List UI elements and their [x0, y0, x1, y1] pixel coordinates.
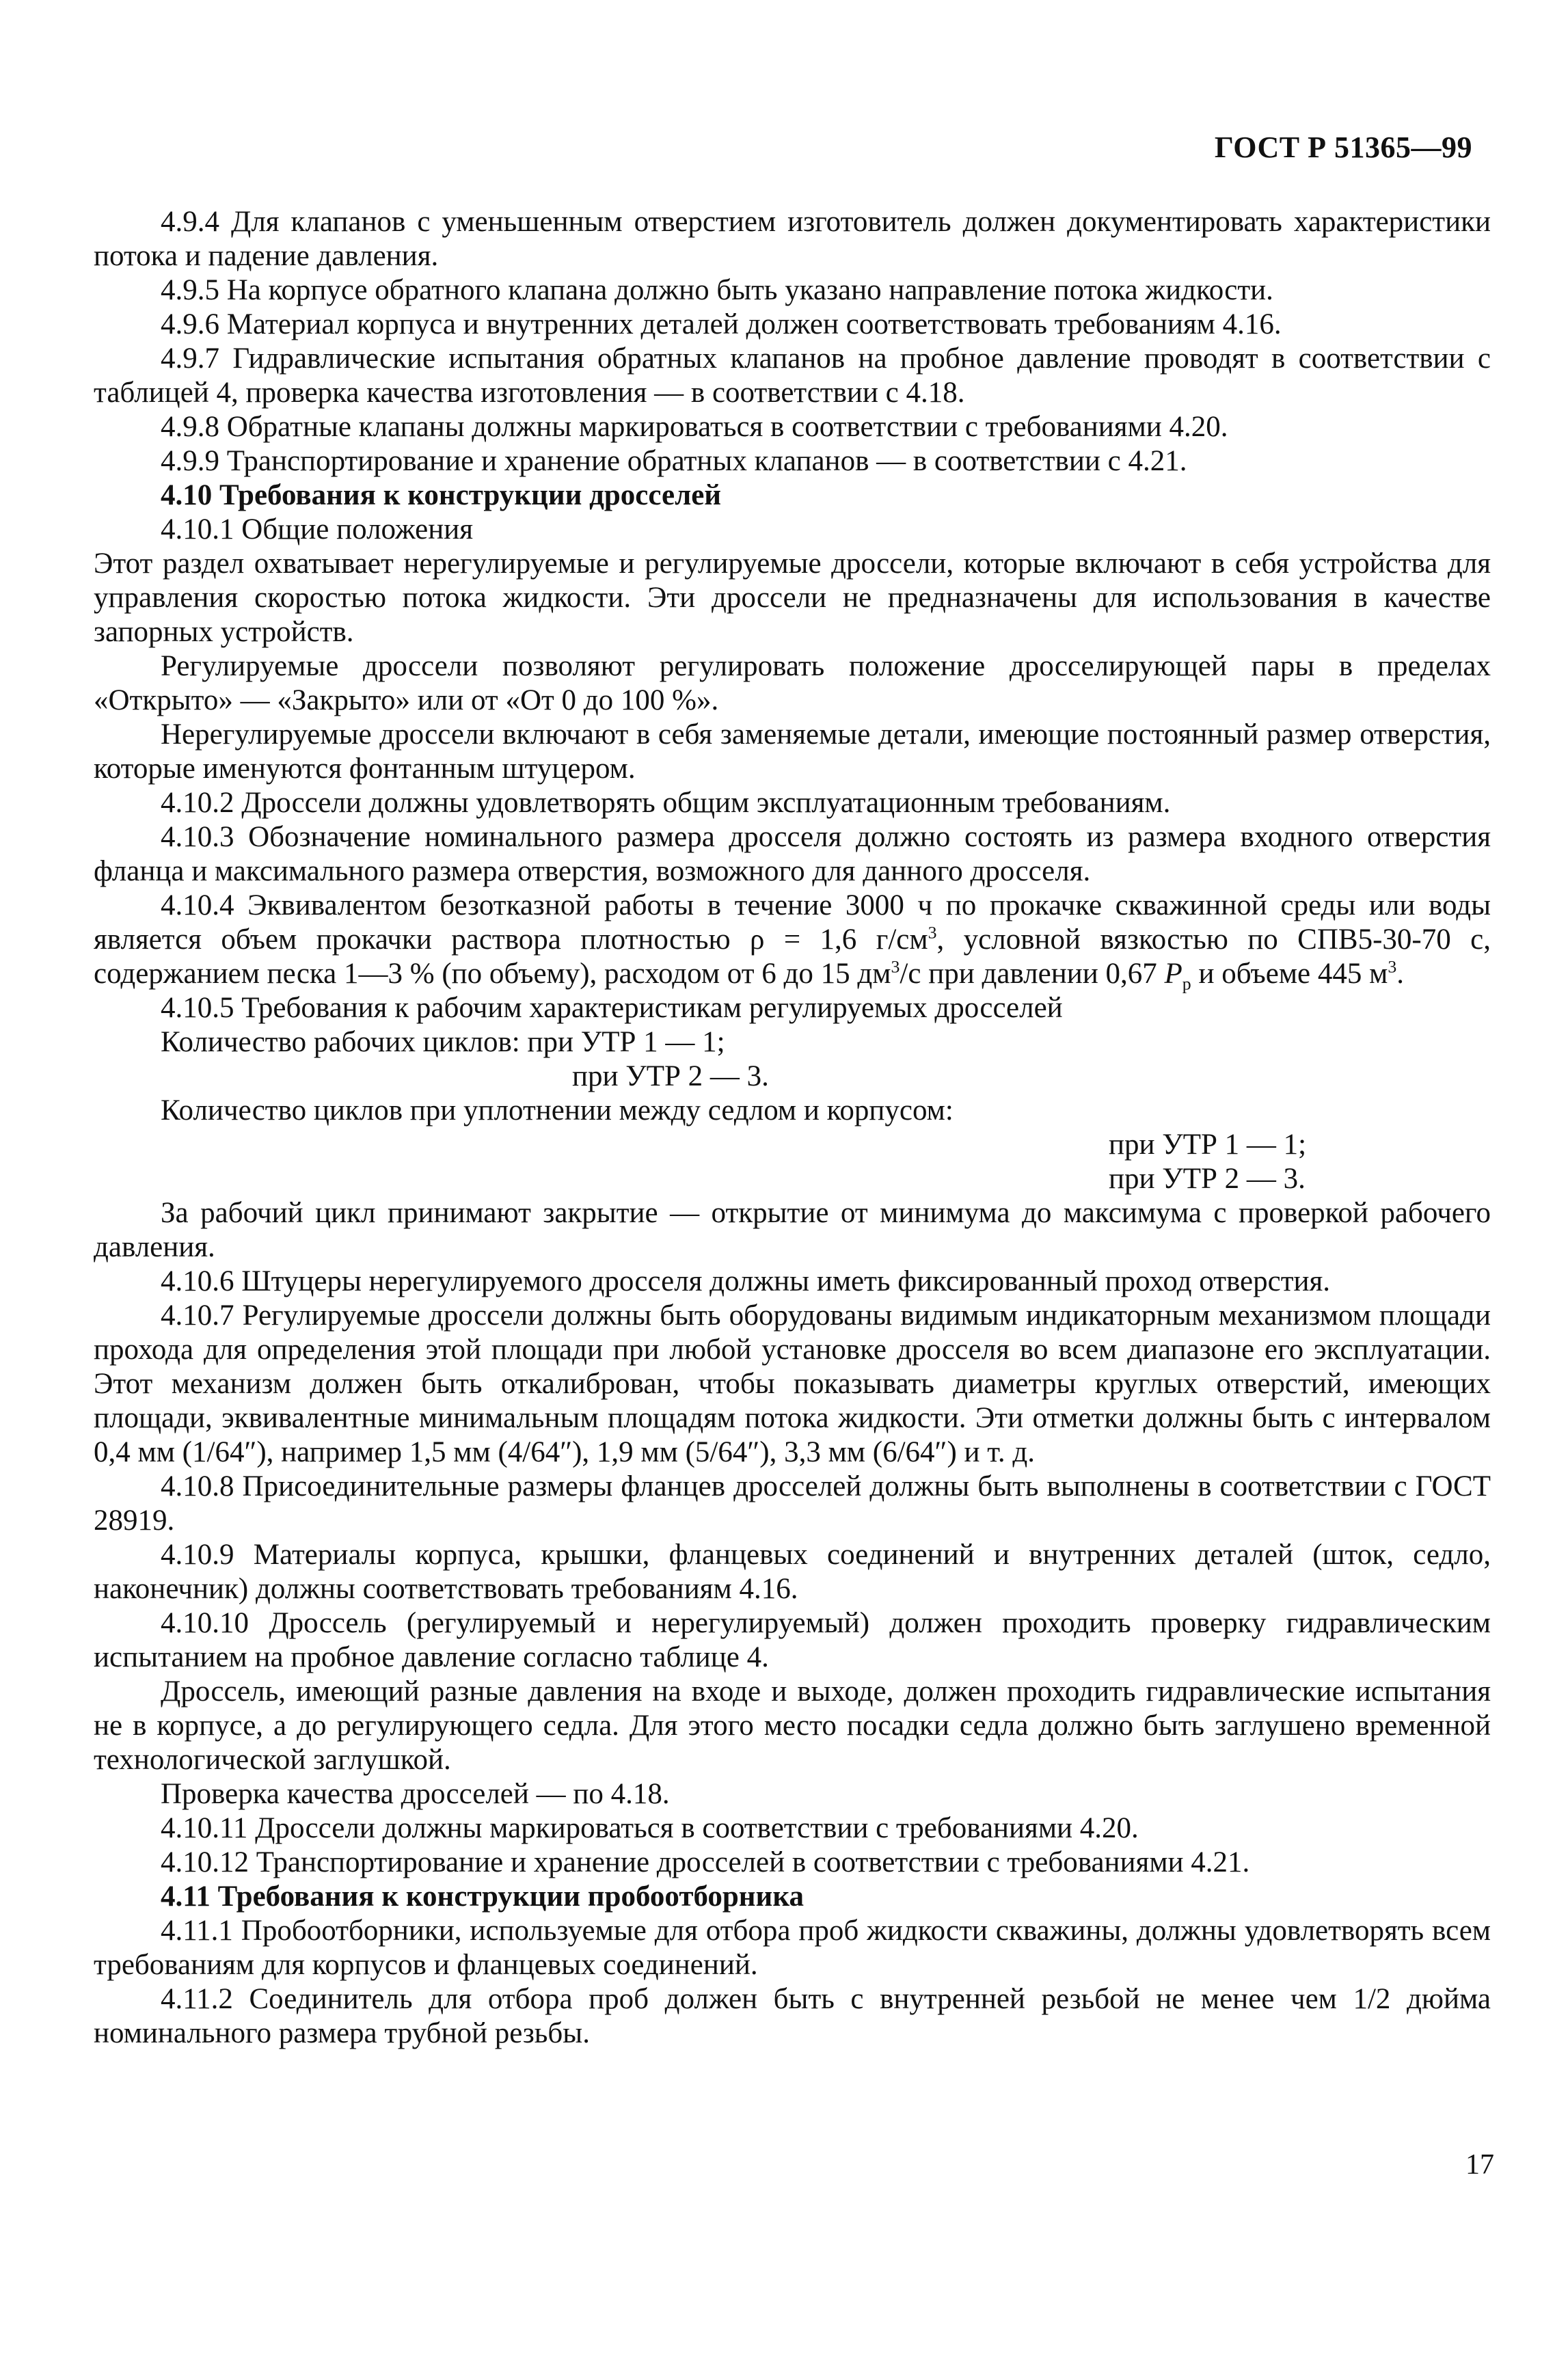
paragraph: 4.11.2 Соединитель для отбора проб должен быть с внутренней резьбой не менее чем 1/2 дюйма номинального размера трубной резьбы. — [94, 1983, 1491, 2049]
pressure-symbol: P — [1164, 958, 1182, 990]
superscript: 3 — [891, 956, 900, 977]
paragraph: 4.10.9 Материалы корпуса, крышки, фланцевых соединений и внутренних деталей (шток, седло, наконечник) должны соответствовать требованиям 4.16. — [94, 1539, 1491, 1605]
paragraph: 4.10.12 Транспортирование и хранение дросселей в соответствии с требованиями 4.21. — [161, 1846, 1250, 1878]
document-code: ГОСТ Р 51365—99 — [1214, 131, 1472, 164]
text-run: и объеме 445 м — [1191, 958, 1388, 990]
text-run: 4.10.4 Эквивалентом безотказной работы в течение 3000 ч по прокачке скважинной среды или воды является объем прокачки раствора плотностью ρ = 1,6 г/см — [94, 889, 1491, 956]
document-body — [94, 205, 1491, 2051]
paragraph: Проверка качества дросселей — по 4.18. — [161, 1778, 670, 1810]
paragraph: 4.10.10 Дроссель (регулируемый и нерегулируемый) должен проходить проверку гидравлическим испытанием на пробное давление согласно таблице 4. — [94, 1607, 1491, 1673]
paragraph: Этот раздел охватывает нерегулируемые и регулируемые дроссели, которые включают в себя устройства для управления скоростью потока жидкости. Эти дроссели не предназначены для использования в качестве запорных устройств. — [94, 548, 1491, 648]
paragraph: 4.9.9 Транспортирование и хранение обратных клапанов — в соответствии с 4.21. — [161, 445, 1187, 477]
cycle-line: при УТР 1 — 1; — [1109, 1129, 1307, 1161]
cycle-line: при УТР 2 — 3. — [572, 1060, 769, 1092]
subscript: р — [1182, 973, 1191, 994]
paragraph: Дроссель, имеющий разные давления на входе и выходе, должен проходить гидравлические испытания не в корпусе, а до регулирующего седла. Для этого место посадки седла должно быть заглушено временной технологической заглушкой. — [94, 1675, 1491, 1776]
paragraph: 4.10.11 Дроссели должны маркироваться в соответствии с требованиями 4.20. — [161, 1812, 1139, 1844]
section-heading: 4.11 Требования к конструкции пробоотборника — [161, 1880, 804, 1913]
paragraph: 4.10.5 Требования к рабочим характеристикам регулируемых дросселей — [161, 992, 1063, 1024]
superscript: 3 — [928, 922, 937, 943]
paragraph: 4.9.6 Материал корпуса и внутренних деталей должен соответствовать требованиям 4.16. — [161, 308, 1282, 340]
subsection-heading: 4.10.1 Общие положения — [161, 513, 474, 545]
paragraph: 4.9.5 На корпусе обратного клапана должно быть указано направление потока жидкости. — [161, 274, 1273, 306]
paragraph: 4.10.6 Штуцеры нерегулируемого дросселя должны иметь фиксированный проход отверстия. — [161, 1265, 1331, 1297]
cycle-line: Количество циклов при уплотнении между седлом и корпусом: — [161, 1094, 954, 1127]
text-run: . — [1396, 958, 1405, 990]
text-run: /с при давлении 0,67 — [900, 958, 1165, 990]
paragraph: 4.11.1 Пробоотборники, используемые для отбора проб жидкости скважины, должны удовлетворять всем требованиям для корпусов и фланцевых соединений. — [94, 1915, 1491, 1981]
section-heading: 4.10 Требования к конструкции дросселей — [161, 479, 722, 511]
paragraph: 4.10.3 Обозначение номинального размера дросселя должно состоять из размера входного отверстия фланца и максимального размера отверстия, возможного для данного дросселя. — [94, 821, 1491, 887]
cycle-line: при УТР 2 — 3. — [1109, 1163, 1306, 1195]
paragraph-4-10-4 — [94, 889, 1491, 994]
page-number: 17 — [1465, 2149, 1494, 2181]
cycle-line: Количество рабочих циклов: при УТР 1 — 1; — [161, 1026, 725, 1058]
superscript: 3 — [1388, 956, 1397, 977]
paragraph: 4.9.4 Для клапанов с уменьшенным отверстием изготовитель должен документировать характеристики потока и падение давления. — [94, 206, 1491, 272]
text-run: , условной вязкостью по СПВ5-30-70 с, содержанием песка 1—3 % (по объему), расходом от 6 до 15 дм — [94, 923, 1491, 990]
paragraph: 4.10.2 Дроссели должны удовлетворять общим эксплуатационным требованиям. — [161, 787, 1171, 819]
paragraph: За рабочий цикл принимают закрытие — открытие от минимума до максимума с проверкой рабочего давления. — [94, 1197, 1491, 1263]
paragraph: Регулируемые дроссели позволяют регулировать положение дросселирующей пары в пределах «Открыто» — «Закрыто» или от «От 0 до 100 %». — [94, 650, 1491, 716]
paragraph: 4.10.8 Присоединительные размеры фланцев дросселей должны быть выполнены в соответствии с ГОСТ 28919. — [94, 1470, 1491, 1537]
paragraph: 4.9.7 Гидравлические испытания обратных клапанов на пробное давление проводят в соответствии с таблицей 4, проверка качества изготовления — в соответствии с 4.18. — [94, 342, 1491, 409]
paragraph: Нерегулируемые дроссели включают в себя заменяемые детали, имеющие постоянный размер отверстия, которые именуются фонтанным штуцером. — [94, 718, 1491, 785]
paragraph: 4.10.7 Регулируемые дроссели должны быть оборудованы видимым индикаторным механизмом площади прохода для определения этой площади при любой установке дросселя во всем диапазоне его эксплуатации. Этот механизм должен быть откалиброван, чтобы показывать диаметры круглых отверстий, имеющих площади, эквивалентные минимальным площадям потока жидкости. Эти отметки должны быть с интервалом 0,4 мм (1/64″), например 1,5 мм (4/64″), 1,9 мм (5/64″), 3,3 мм (6/64″) и т. д. — [94, 1299, 1491, 1468]
paragraph: 4.9.8 Обратные клапаны должны маркироваться в соответствии с требованиями 4.20. — [161, 411, 1228, 443]
